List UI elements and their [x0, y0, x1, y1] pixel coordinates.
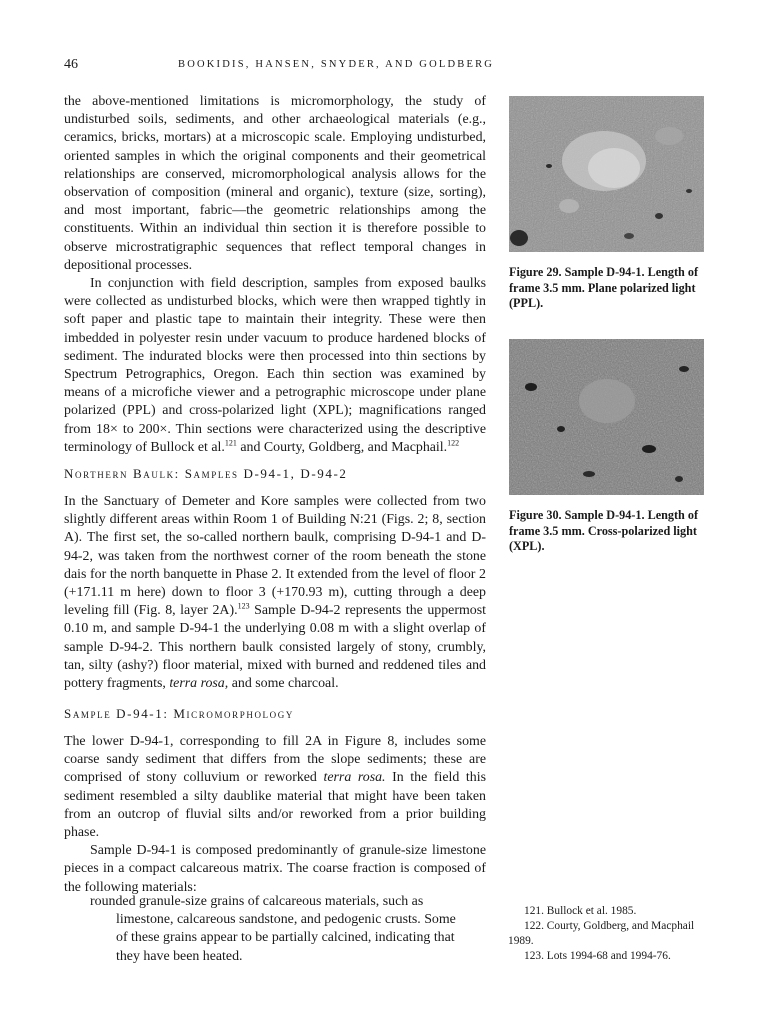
list-item	[90, 893, 468, 966]
micrograph-xpl-image	[509, 339, 704, 495]
section-heading: Northern Baulk: Samples D-94-1, D-94-2	[64, 466, 348, 481]
page-number: 46	[64, 57, 78, 72]
paragraph-text: In the field this sediment resembled a silty daublike material that might have been taken from an outcrop of fluvial silts and/or reworked from a prior building phase.	[64, 770, 486, 841]
footnote-ref[interactable]: 121	[224, 438, 237, 448]
figure-29-micrograph	[509, 96, 704, 252]
body-text-section-1	[64, 93, 486, 457]
paragraph-text: The lower D-94-1, corresponding to fill 2A in Figure 8, includes some coarse sandy sediment that differs from the slope sediments; these are comprised of stony colluvium or reworked	[64, 734, 486, 786]
paragraph: Sample D-94-1 is composed predominantly of granule-size limestone pieces in a compact calcareous matrix. The coarse fraction is composed of the following materials:	[64, 843, 486, 895]
paragraph-text: and Courty, Goldberg, and Macphail.	[236, 439, 448, 455]
footnotes	[508, 904, 708, 964]
paragraph-text: and some charcoal.	[228, 676, 339, 692]
body-text-section-3	[64, 733, 486, 897]
figure-30-caption: Figure 30. Sample D-94-1. Length of frame 3.5 mm. Cross-polarized light (XPL).	[509, 508, 699, 553]
figure-30-micrograph	[509, 339, 704, 495]
figure-29-caption: Figure 29. Sample D-94-1. Length of frame 3.5 mm. Plane polarized light (PPL).	[509, 265, 699, 310]
footnote: 123. Lots 1994-68 and 1994-76.	[524, 950, 671, 962]
paragraph: the above-mentioned limitations is micromorphology, the study of undisturbed soils, sediments, and other archaeological materials (e.g., ceramics, bricks, mortars) at a microscopic scale. Employing undisturbed, oriented samples in which the original components and their geometrical relationships are conserved, micromorphological analysis allows for the observation of composition (mineral and organic), texture (size, sorting), and most important, fabric—the geometric relationships among the constituents. Within an individual thin section it is therefore possible to observe microstratigraphic sequences that reflect temporal changes in depositional processes.	[64, 94, 486, 273]
italic-term: terra rosa.	[323, 770, 386, 786]
footnote-ref[interactable]: 122	[447, 438, 460, 448]
footnote: 122. Courty, Goldberg, and Macphail 1989.	[508, 920, 695, 947]
footnote-ref[interactable]: 123	[237, 601, 250, 611]
body-text-section-2	[64, 493, 486, 693]
footnote: 121. Bullock et al. 1985.	[524, 905, 637, 917]
section-heading: Sample D-94-1: Micromorphology	[64, 706, 294, 721]
paragraph-text: In conjunction with field description, samples from exposed baulks were collected as undisturbed blocks, which were then wrapped tightly in soft paper and plastic tape to maintain their integrity. These were then imbedded in polyester resin under vacuum to produce hardened blocks of sediment. The indurated blocks were then processed into thin sections by Spectrum Petrographics, Oregon. Each thin section was examined by means of a microfiche viewer and a petrographic microscope under plane polarized (PPL) and cross-polarized light (XPL); magnifications ranged from 18× to 200×. Thin sections were characterized using the descriptive terminology of Bullock et al.	[64, 276, 486, 455]
micrograph-ppl-image	[509, 96, 704, 252]
running-head: BOOKIDIS, HANSEN, SNYDER, AND GOLDBERG	[178, 59, 495, 70]
paragraph	[64, 733, 486, 842]
paragraph-text: In the Sanctuary of Demeter and Kore samples were collected from two slightly different areas within Room 1 of Building N:21 (Figs. 2; 8, section A). The first set, the so-called northern baulk, comprising D-94-1 and D-94-2, was taken from the northwest corner of the room beneath the stone dais for the north banquette in Phase 2. It extended from the level of floor 2 (+171.11 m here) down to floor 3 (+170.93 m), cutting through a deep leveling fill (Fig. 8, layer 2A).	[64, 494, 486, 619]
paragraph	[64, 275, 486, 457]
paragraph-text: Sample D-94-2 represents the uppermost 0.10 m, and sample D-94-1 the underlying 0.08 m with a slight overlap of sample D-94-2. This northern baulk consisted largely of stony, crumbly, tan, silty (ashy?) floor material, mixed with burned and reddened tiles and pottery fragments,	[64, 603, 486, 692]
italic-term: terra rosa,	[169, 676, 229, 692]
paragraph	[64, 493, 486, 693]
list-item-text: rounded granule-size grains of calcareous materials, such as limestone, calcareous sandstone, and pedogenic crusts. Some of these grains appear to be partially calcined, indicating that they have been heated.	[90, 894, 456, 964]
